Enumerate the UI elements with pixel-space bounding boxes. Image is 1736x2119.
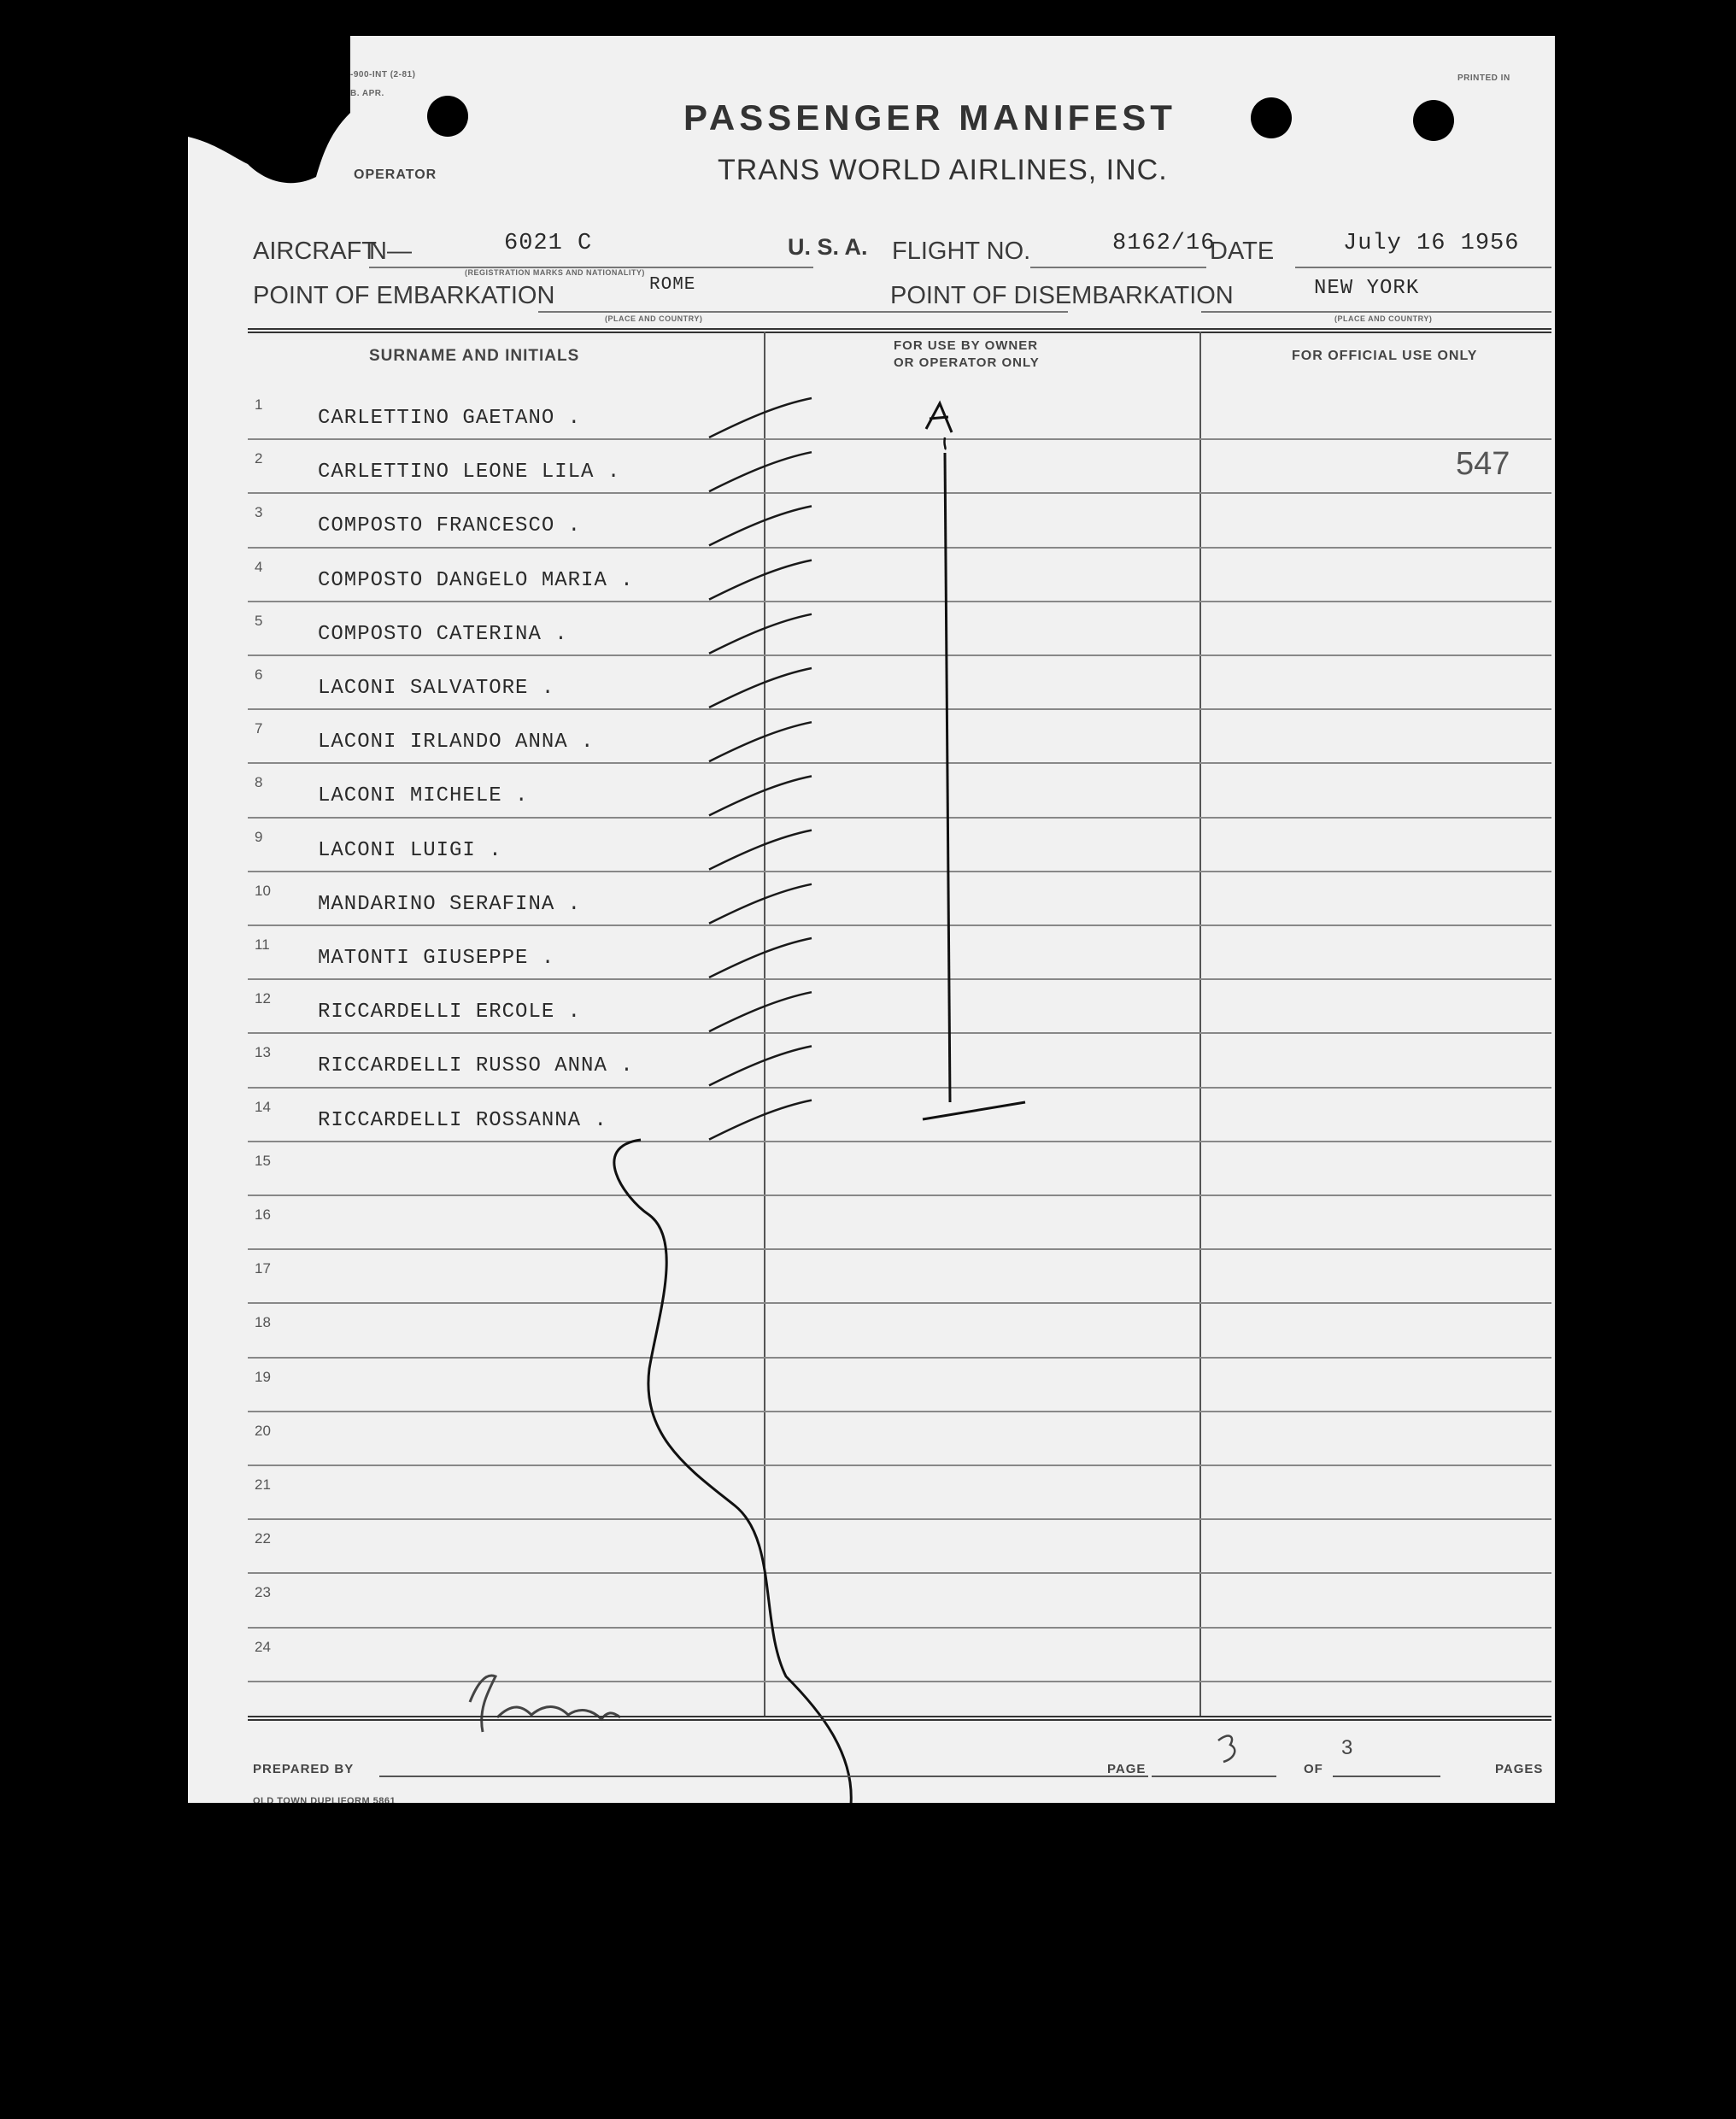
passenger-name: RICCARDELLI ERCOLE . bbox=[318, 1001, 582, 1024]
row-number: 1 bbox=[255, 396, 263, 413]
registration-caption: (REGISTRATION MARKS AND NATIONALITY) bbox=[465, 268, 645, 277]
row-number: 12 bbox=[255, 990, 271, 1007]
passenger-name: COMPOSTO DANGELO MARIA . bbox=[318, 568, 634, 592]
form-code-2: B. APR. bbox=[350, 89, 384, 98]
row-number: 24 bbox=[255, 1638, 271, 1655]
check-slash-mark bbox=[709, 1101, 812, 1140]
check-slash-mark bbox=[709, 506, 812, 545]
row-number: 8 bbox=[255, 774, 263, 791]
passenger-name: CARLETTINO LEONE LILA . bbox=[318, 461, 621, 484]
flight-value: 8162/16 bbox=[1112, 231, 1216, 256]
of-line bbox=[1333, 1776, 1440, 1777]
row-number: 14 bbox=[255, 1098, 271, 1115]
owner-column-header-1: FOR USE BY OWNER bbox=[894, 338, 1039, 353]
aircraft-value: 6021 C bbox=[504, 231, 593, 256]
passenger-name: MANDARINO SERAFINA . bbox=[318, 892, 582, 916]
prepared-by-label: PREPARED BY bbox=[253, 1762, 355, 1776]
passenger-name: CARLETTINO GAETANO . bbox=[318, 407, 582, 430]
check-slash-mark bbox=[709, 398, 812, 437]
row-number: 7 bbox=[255, 720, 263, 737]
passenger-name: COMPOSTO CATERINA . bbox=[318, 622, 568, 646]
row-number: 22 bbox=[255, 1530, 271, 1547]
flight-label: FLIGHT NO. bbox=[892, 238, 1031, 265]
table-bottom-border bbox=[248, 1719, 1551, 1721]
passenger-name: LACONI SALVATORE . bbox=[318, 677, 555, 700]
row-number: 2 bbox=[255, 450, 263, 467]
passenger-name: LACONI IRLANDO ANNA . bbox=[318, 731, 595, 754]
check-slash-mark bbox=[709, 614, 812, 654]
disembarkation-value: NEW YORK bbox=[1314, 277, 1420, 300]
official-column-header: FOR OFFICIAL USE ONLY bbox=[1292, 349, 1478, 363]
check-slash-mark bbox=[709, 561, 812, 600]
row-number: 21 bbox=[255, 1476, 271, 1493]
row-number: 4 bbox=[255, 558, 263, 575]
operator-label: OPERATOR bbox=[354, 167, 437, 182]
row-number: 11 bbox=[255, 936, 270, 953]
row-number: 13 bbox=[255, 1044, 271, 1061]
form-title: PASSENGER MANIFEST bbox=[683, 97, 1176, 138]
check-slash-mark bbox=[709, 938, 812, 977]
passenger-name: LACONI MICHELE . bbox=[318, 784, 529, 808]
row-number: 5 bbox=[255, 612, 263, 629]
aircraft-prefix: N— bbox=[369, 238, 412, 265]
names-column-header: SURNAME AND INITIALS bbox=[369, 347, 580, 365]
of-label: OF bbox=[1304, 1762, 1323, 1776]
check-slash-mark bbox=[709, 668, 812, 707]
row-number: 10 bbox=[255, 882, 271, 899]
manifest-sheet bbox=[188, 36, 1555, 1803]
check-slash-mark bbox=[709, 722, 812, 761]
embarkation-caption: (PLACE AND COUNTRY) bbox=[605, 314, 703, 323]
form-code: -900-INT (2-81) bbox=[350, 70, 416, 79]
check-slash-mark bbox=[709, 1046, 812, 1085]
page-label: PAGE bbox=[1107, 1762, 1147, 1776]
owner-column-header-2: OR OPERATOR ONLY bbox=[894, 355, 1040, 370]
disembarkation-label: POINT OF DISEMBARKATION bbox=[890, 282, 1234, 309]
passenger-name: RICCARDELLI RUSSO ANNA . bbox=[318, 1054, 634, 1078]
embarkation-value: ROME bbox=[649, 275, 696, 295]
row-number: 9 bbox=[255, 828, 263, 845]
row-number: 19 bbox=[255, 1368, 271, 1385]
date-value: July 16 1956 bbox=[1343, 231, 1520, 256]
check-slash-mark bbox=[709, 992, 812, 1031]
row-number: 3 bbox=[255, 504, 263, 521]
passenger-name: MATONTI GIUSEPPE . bbox=[318, 947, 555, 970]
check-slash-mark bbox=[709, 831, 812, 870]
row-number: 16 bbox=[255, 1206, 271, 1223]
row-number: 6 bbox=[255, 666, 263, 683]
page-line bbox=[1152, 1776, 1276, 1777]
official-number: 547 bbox=[1456, 446, 1510, 482]
row-number: 18 bbox=[255, 1314, 271, 1331]
passenger-name: COMPOSTO FRANCESCO . bbox=[318, 514, 582, 538]
printed-in: PRINTED IN bbox=[1457, 73, 1510, 83]
table-bottom-border bbox=[248, 1716, 1551, 1717]
printer-imprint: OLD TOWN DUPLIFORM 5861 bbox=[253, 1796, 396, 1803]
check-slash-mark bbox=[709, 776, 812, 815]
pages-label: PAGES bbox=[1495, 1762, 1544, 1776]
disembarkation-caption: (PLACE AND COUNTRY) bbox=[1334, 314, 1433, 323]
row-number: 20 bbox=[255, 1422, 271, 1439]
row-number: 17 bbox=[255, 1260, 271, 1277]
handwriting-overlay bbox=[188, 36, 1555, 1803]
of-value: 3 bbox=[1341, 1736, 1353, 1759]
check-slash-mark bbox=[709, 452, 812, 491]
airline-name: TRANS WORLD AIRLINES, INC. bbox=[718, 154, 1168, 186]
passenger-name: LACONI LUIGI . bbox=[318, 838, 502, 862]
country-label: U. S. A. bbox=[788, 234, 868, 260]
date-label: DATE bbox=[1210, 238, 1275, 265]
passenger-name: RICCARDELLI ROSSANNA . bbox=[318, 1108, 607, 1132]
embarkation-label: POINT OF EMBARKATION bbox=[253, 282, 555, 309]
aircraft-label: AIRCRAFT bbox=[253, 238, 377, 265]
prepared-by-line bbox=[379, 1776, 1148, 1777]
row-number: 23 bbox=[255, 1584, 271, 1601]
check-slash-mark bbox=[709, 884, 812, 924]
row-number: 15 bbox=[255, 1152, 271, 1169]
